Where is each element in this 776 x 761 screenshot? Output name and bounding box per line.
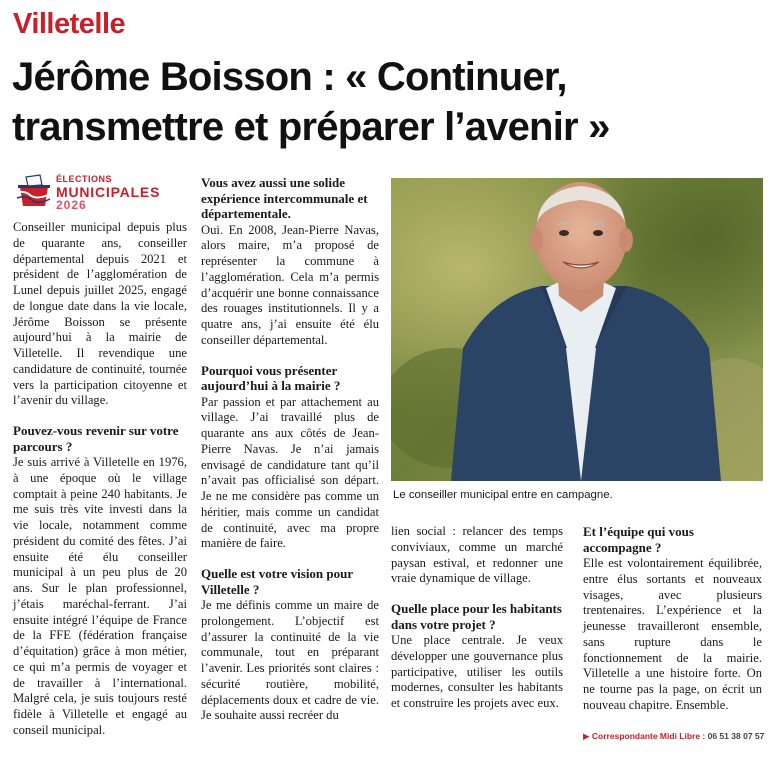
answer-5: Une place centrale. Je veux développer une gouvernance plus participative, utiliser les outils modernes, consulter les habitants et construire les projets avec eux. (391, 633, 563, 710)
logo-line-3: 2026 (56, 198, 87, 212)
answer-4-part-1: Je me définis comme un maire de prolongement. L’objectif est d’assurer la continuité de la vie communale, tout en préparant l’avenir. Les priorités sont claires : sécurité routière, mobilité, déplacements doux et cadre de vie. Je souhaite aussi recréer du (201, 598, 379, 723)
question-4: Quelle est votre vision pour Villetelle ? (201, 566, 353, 597)
column-3 (391, 524, 563, 712)
section-kicker: Villetelle (13, 8, 126, 40)
correspondent-signature (583, 731, 764, 742)
logo-line-1: ÉLECTIONS (56, 174, 113, 184)
answer-1: Je suis arrivé à Villetelle en 1976, à une époque où le village comptait à peine 240 habitants. Je me suis très vite investi dans la vie locale, notamment comme président du comité des fêtes. J’ai ensuite été élu conseiller municipal à un peu plus de 20 ans. Sur le plan professionnel, j’étais maréchal-ferrant. J’ai ensuite intégré l’équipe de France de la FFE (fédération française d’équitation) grâce à mon métier, ce qui m’a permis de voyager et de travailler à l’international. Malgré cela, je suis toujours resté fidèle à Villetelle et engagé au conseil municipal. (13, 455, 187, 737)
question-1: Pouvez-vous revenir sur votre parcours ? (13, 423, 179, 454)
ballot-box-icon (14, 173, 54, 209)
headline-line-1: Jérôme Boisson : « Continuer, (12, 55, 567, 99)
column-4 (583, 524, 762, 714)
question-3: Pourquoi vous présenter aujourd’hui à la mairie ? (201, 362, 341, 393)
answer-6: Elle est volontairement équilibrée, entre élus sortants et nouveaux visages, avec plusieurs trentenaires. L’expérience et la jeunesse travailleront ensemble, sans rupture dans le fonctionnement de la mairie. Villetelle a une histoire forte. On ne tourne pas la page, on écrit un nouveau chapitre. Ensemble. (583, 556, 762, 712)
column-2 (201, 175, 379, 724)
question-2: Vous avez aussi une solide expérience intercommunale et départementale. (201, 175, 368, 221)
headline-line-2: transmettre et préparer l’avenir » (12, 105, 610, 149)
column-1 (13, 220, 187, 739)
signature-phone: 06 51 38 07 57 (707, 731, 765, 741)
answer-4-part-2: lien social : relancer des temps conviviaux, comme un marché paysan estival, et redonner une vraie dynamique de village. (391, 524, 563, 586)
answer-3: Par passion et par attachement au village. J’ai travaillé plus de quarante ans aux côtés de Jean-Pierre Navas. Je n’ai jamais envisagé de candidature tant qu’il n’avait pas officialisé son départ. Je ne me considère pas comme un héritier, mais comme un candidat de continuité, avec ma propre manière de faire. (201, 394, 379, 551)
answer-2: Oui. En 2008, Jean-Pierre Navas, alors maire, m’a proposé de représenter la commune à l’agglomération. Cela m’a permis d’acquérir une bonne connaissance des rouages institutionnels. Il y a quatre ans, j’ai ensuite été élu conseiller départemental. (201, 222, 379, 347)
photo-caption: Le conseiller municipal entre en campagne. (393, 489, 613, 501)
question-5: Quelle place pour les habitants dans votre projet ? (391, 601, 562, 632)
signature-label: Correspondante Midi Libre : (591, 731, 706, 741)
elections-logo (14, 171, 200, 211)
candidate-photo (391, 178, 763, 481)
intro-paragraph: Conseiller municipal depuis plus de quarante ans, conseiller départemental depuis 2021 et président de l’agglomération de Lunel depuis juillet 2025, engagé de longue date dans la vie locale, Jérôme Boisson se présente aujourd’hui à la mairie de Villetelle. Il revendique une candidature de continuité, tournée vers la participation citoyenne et l’avenir du village. (13, 220, 187, 408)
headline (12, 52, 772, 152)
portrait-illustration (391, 178, 763, 481)
signature-arrow-icon: ▶ (583, 731, 590, 741)
question-6: Et l’équipe qui vous accompagne ? (583, 524, 694, 555)
elections-logo-text (56, 174, 160, 211)
logo-line-2: MUNICIPALES (56, 184, 161, 200)
